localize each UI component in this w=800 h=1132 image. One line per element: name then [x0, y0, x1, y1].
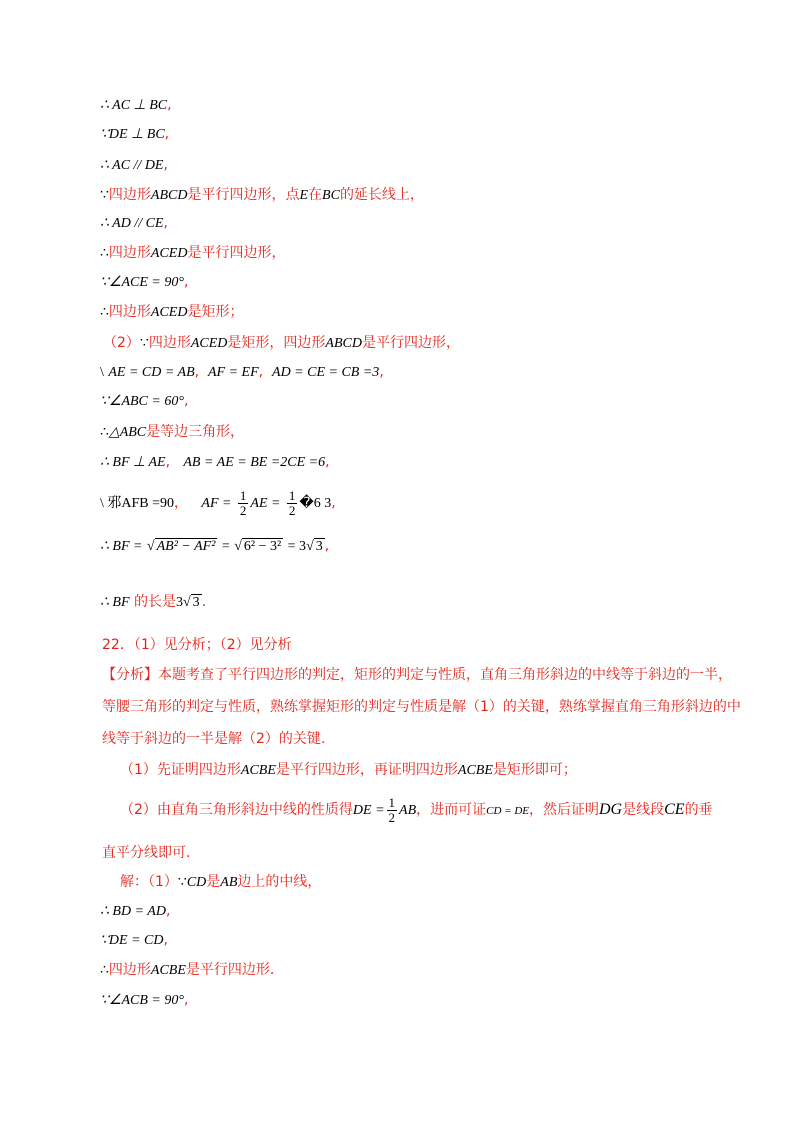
math: DG: [599, 801, 623, 818]
proof-line-6: [100, 244, 285, 263]
text: ，进而可证: [416, 802, 487, 818]
part-number: （2）: [103, 335, 140, 351]
math: AF =: [201, 496, 232, 511]
denominator: 2: [288, 502, 296, 518]
analysis-line-1: [102, 666, 732, 684]
analysis-line-2: [102, 698, 741, 716]
math: CE: [664, 801, 685, 818]
math: ABCD: [150, 188, 188, 203]
numerator: 1: [288, 487, 296, 503]
radicand: 3: [315, 539, 323, 554]
math: CD: [186, 875, 207, 890]
punctuation: .: [201, 594, 207, 610]
text: 解：（1）: [120, 874, 178, 890]
text: 是平行四边形，: [187, 245, 286, 261]
text: 是平行四边形，: [361, 335, 460, 351]
text: ，然后证明: [529, 802, 599, 818]
therefore-symbol: ∴: [100, 425, 109, 440]
proof-line-13: [100, 453, 330, 472]
math-expression: ∵∠ABC = 60°: [100, 394, 184, 409]
math: CD = DE: [486, 805, 529, 817]
solution-line-2: [100, 902, 170, 921]
fraction: [287, 489, 298, 518]
answer-summary: 22．（1）见分析；（2）见分析: [102, 637, 292, 653]
proof-line-9: [103, 334, 460, 353]
text: 四边形: [148, 335, 191, 351]
math: = 3: [287, 539, 307, 554]
math: ACED: [150, 305, 188, 320]
proof-line-12: [100, 423, 244, 442]
numerator: 1: [388, 794, 396, 810]
proof-line-8: [100, 303, 243, 322]
text: 是平行四边形，再证明四边形: [275, 762, 458, 778]
analysis-step-2-cont: [102, 844, 190, 862]
proof-line-11: [100, 392, 188, 411]
radicand: 6² − 3²: [243, 539, 282, 554]
proof-line-10: [100, 363, 384, 382]
sqrt-icon: √: [146, 539, 155, 554]
numerator: 1: [239, 487, 247, 503]
text: 直平分线即可.: [102, 845, 191, 861]
therefore-symbol: ∴: [100, 246, 109, 261]
text: 的垂: [684, 802, 713, 818]
punctuation: ,: [163, 215, 168, 231]
proof-line-16: [100, 593, 206, 612]
because-symbol: ∵: [100, 188, 109, 203]
denominator: 2: [239, 502, 247, 518]
math: BC: [322, 188, 340, 203]
punctuation: ,: [331, 495, 336, 511]
text: 是矩形即可；: [492, 762, 577, 778]
math: ACBE: [240, 763, 276, 778]
answer-heading-22: [102, 636, 292, 654]
math: ACBE: [150, 963, 186, 978]
math-expression: ∴ BD = AD: [100, 904, 166, 919]
punctuation: ,: [165, 903, 171, 919]
punctuation: ,: [258, 364, 264, 380]
math: �6 3: [299, 496, 332, 511]
math: ABCD: [325, 336, 362, 351]
analysis-line-3: [102, 730, 325, 748]
text: 是平行四边形.: [185, 962, 275, 978]
math: AF = EF: [208, 365, 259, 380]
proof-line-5: [100, 214, 168, 233]
math: ACED: [150, 246, 188, 261]
text: （1）先证明四边形: [120, 762, 241, 778]
fraction: [387, 796, 398, 825]
math: ACBE: [457, 763, 493, 778]
math-expression: ∵DE = CD: [100, 933, 164, 948]
math: AE =: [250, 496, 281, 511]
because-symbol: ∵: [139, 336, 149, 351]
text: 边上的中线，: [237, 874, 322, 890]
math-expression: ∵∠ACE = 90°: [100, 275, 184, 290]
math: ∴ BF: [100, 595, 130, 610]
angle-statement: \ 邪AFB =90: [100, 496, 175, 511]
punctuation: ,: [164, 126, 170, 142]
math-expression: ∵DE ⊥ BC: [100, 127, 165, 142]
therefore-symbol: \: [100, 365, 104, 380]
math: AD = CE = CB =3: [272, 365, 380, 380]
math: ∴ BF =: [100, 539, 143, 554]
text: 是矩形；: [187, 304, 244, 320]
sqrt-icon: √: [182, 595, 191, 610]
text: 四边形: [108, 187, 151, 203]
proof-line-2: [100, 125, 169, 144]
text: 是平行四边形，点: [187, 187, 300, 203]
punctuation: ，: [174, 495, 189, 511]
text: 四边形: [108, 962, 151, 978]
text: 是: [206, 874, 221, 890]
therefore-symbol: ∴: [100, 305, 109, 320]
radicand: 3: [192, 595, 200, 610]
math-expression: ∴ AC ⊥ BC: [100, 98, 168, 113]
punctuation: ,: [163, 932, 168, 948]
proof-line-4: [100, 186, 424, 205]
math: AB: [399, 803, 417, 818]
punctuation: ,: [163, 157, 168, 173]
denominator: 2: [388, 809, 396, 825]
solution-line-1: [120, 873, 321, 892]
text: 的长是: [133, 594, 176, 610]
math-expression: ∴ AC // DE: [100, 158, 164, 173]
punctuation: ,: [379, 364, 384, 380]
solution-line-3: [100, 931, 168, 950]
text: 四边形: [108, 245, 151, 261]
sqrt-icon: √: [306, 539, 314, 554]
proof-line-7: [100, 273, 188, 292]
punctuation: ,: [194, 364, 200, 380]
analysis-step-2: [120, 795, 713, 826]
math: △ABC: [108, 425, 147, 440]
sqrt-icon: √: [234, 539, 242, 554]
punctuation: ,: [183, 393, 189, 409]
math: ACED: [190, 336, 228, 351]
solution-line-5: [100, 991, 188, 1010]
math: E: [299, 188, 309, 203]
math-expression: ∴ AD // CE: [100, 216, 164, 231]
math: DE =: [352, 803, 385, 818]
text: 线等于斜边的一半是解（2）的关键.: [102, 731, 326, 747]
solution-line-4: [100, 961, 274, 980]
punctuation: ,: [183, 992, 189, 1008]
proof-line-1: [100, 96, 172, 115]
text: 等腰三角形的判定与性质，熟练掌握矩形的判定与性质是解（1）的关键，熟练掌握直角三角形斜边的中: [102, 699, 741, 715]
text: （2）由直角三角形斜边中线的性质得: [120, 802, 353, 818]
math: ∴ BF ⊥ AE: [100, 455, 166, 470]
radicand: AB² − AF²: [156, 539, 216, 554]
text: 是矩形，四边形: [227, 335, 326, 351]
math: =: [221, 539, 230, 554]
text: 【分析】本题考查了平行四边形的判定，矩形的判定与性质，直角三角形斜边的中线等于斜边的一半，: [102, 667, 732, 683]
math: AB = AE = BE =2CE =6: [183, 455, 326, 470]
math: AE = CD = AB: [108, 365, 195, 380]
math: AB: [220, 875, 238, 890]
text: 在: [308, 187, 323, 203]
therefore-symbol: ∴: [100, 963, 109, 978]
punctuation: ,: [325, 454, 330, 470]
proof-line-15: [100, 537, 329, 556]
text: 的延长线上，: [339, 187, 424, 203]
text: 是等边三角形，: [146, 424, 245, 440]
fraction: [238, 489, 249, 518]
math-expression: ∵∠ACB = 90°: [100, 993, 184, 1008]
text: 四边形: [108, 304, 151, 320]
proof-line-3: [100, 156, 168, 175]
analysis-step-1: [120, 761, 577, 780]
because-symbol: ∵: [177, 875, 187, 890]
punctuation: ,: [165, 454, 171, 470]
punctuation: ,: [324, 538, 330, 554]
punctuation: ,: [167, 97, 172, 113]
math: 3: [175, 595, 183, 610]
proof-line-14: [100, 488, 336, 519]
punctuation: ,: [183, 274, 189, 290]
text: 是线段: [622, 802, 665, 818]
